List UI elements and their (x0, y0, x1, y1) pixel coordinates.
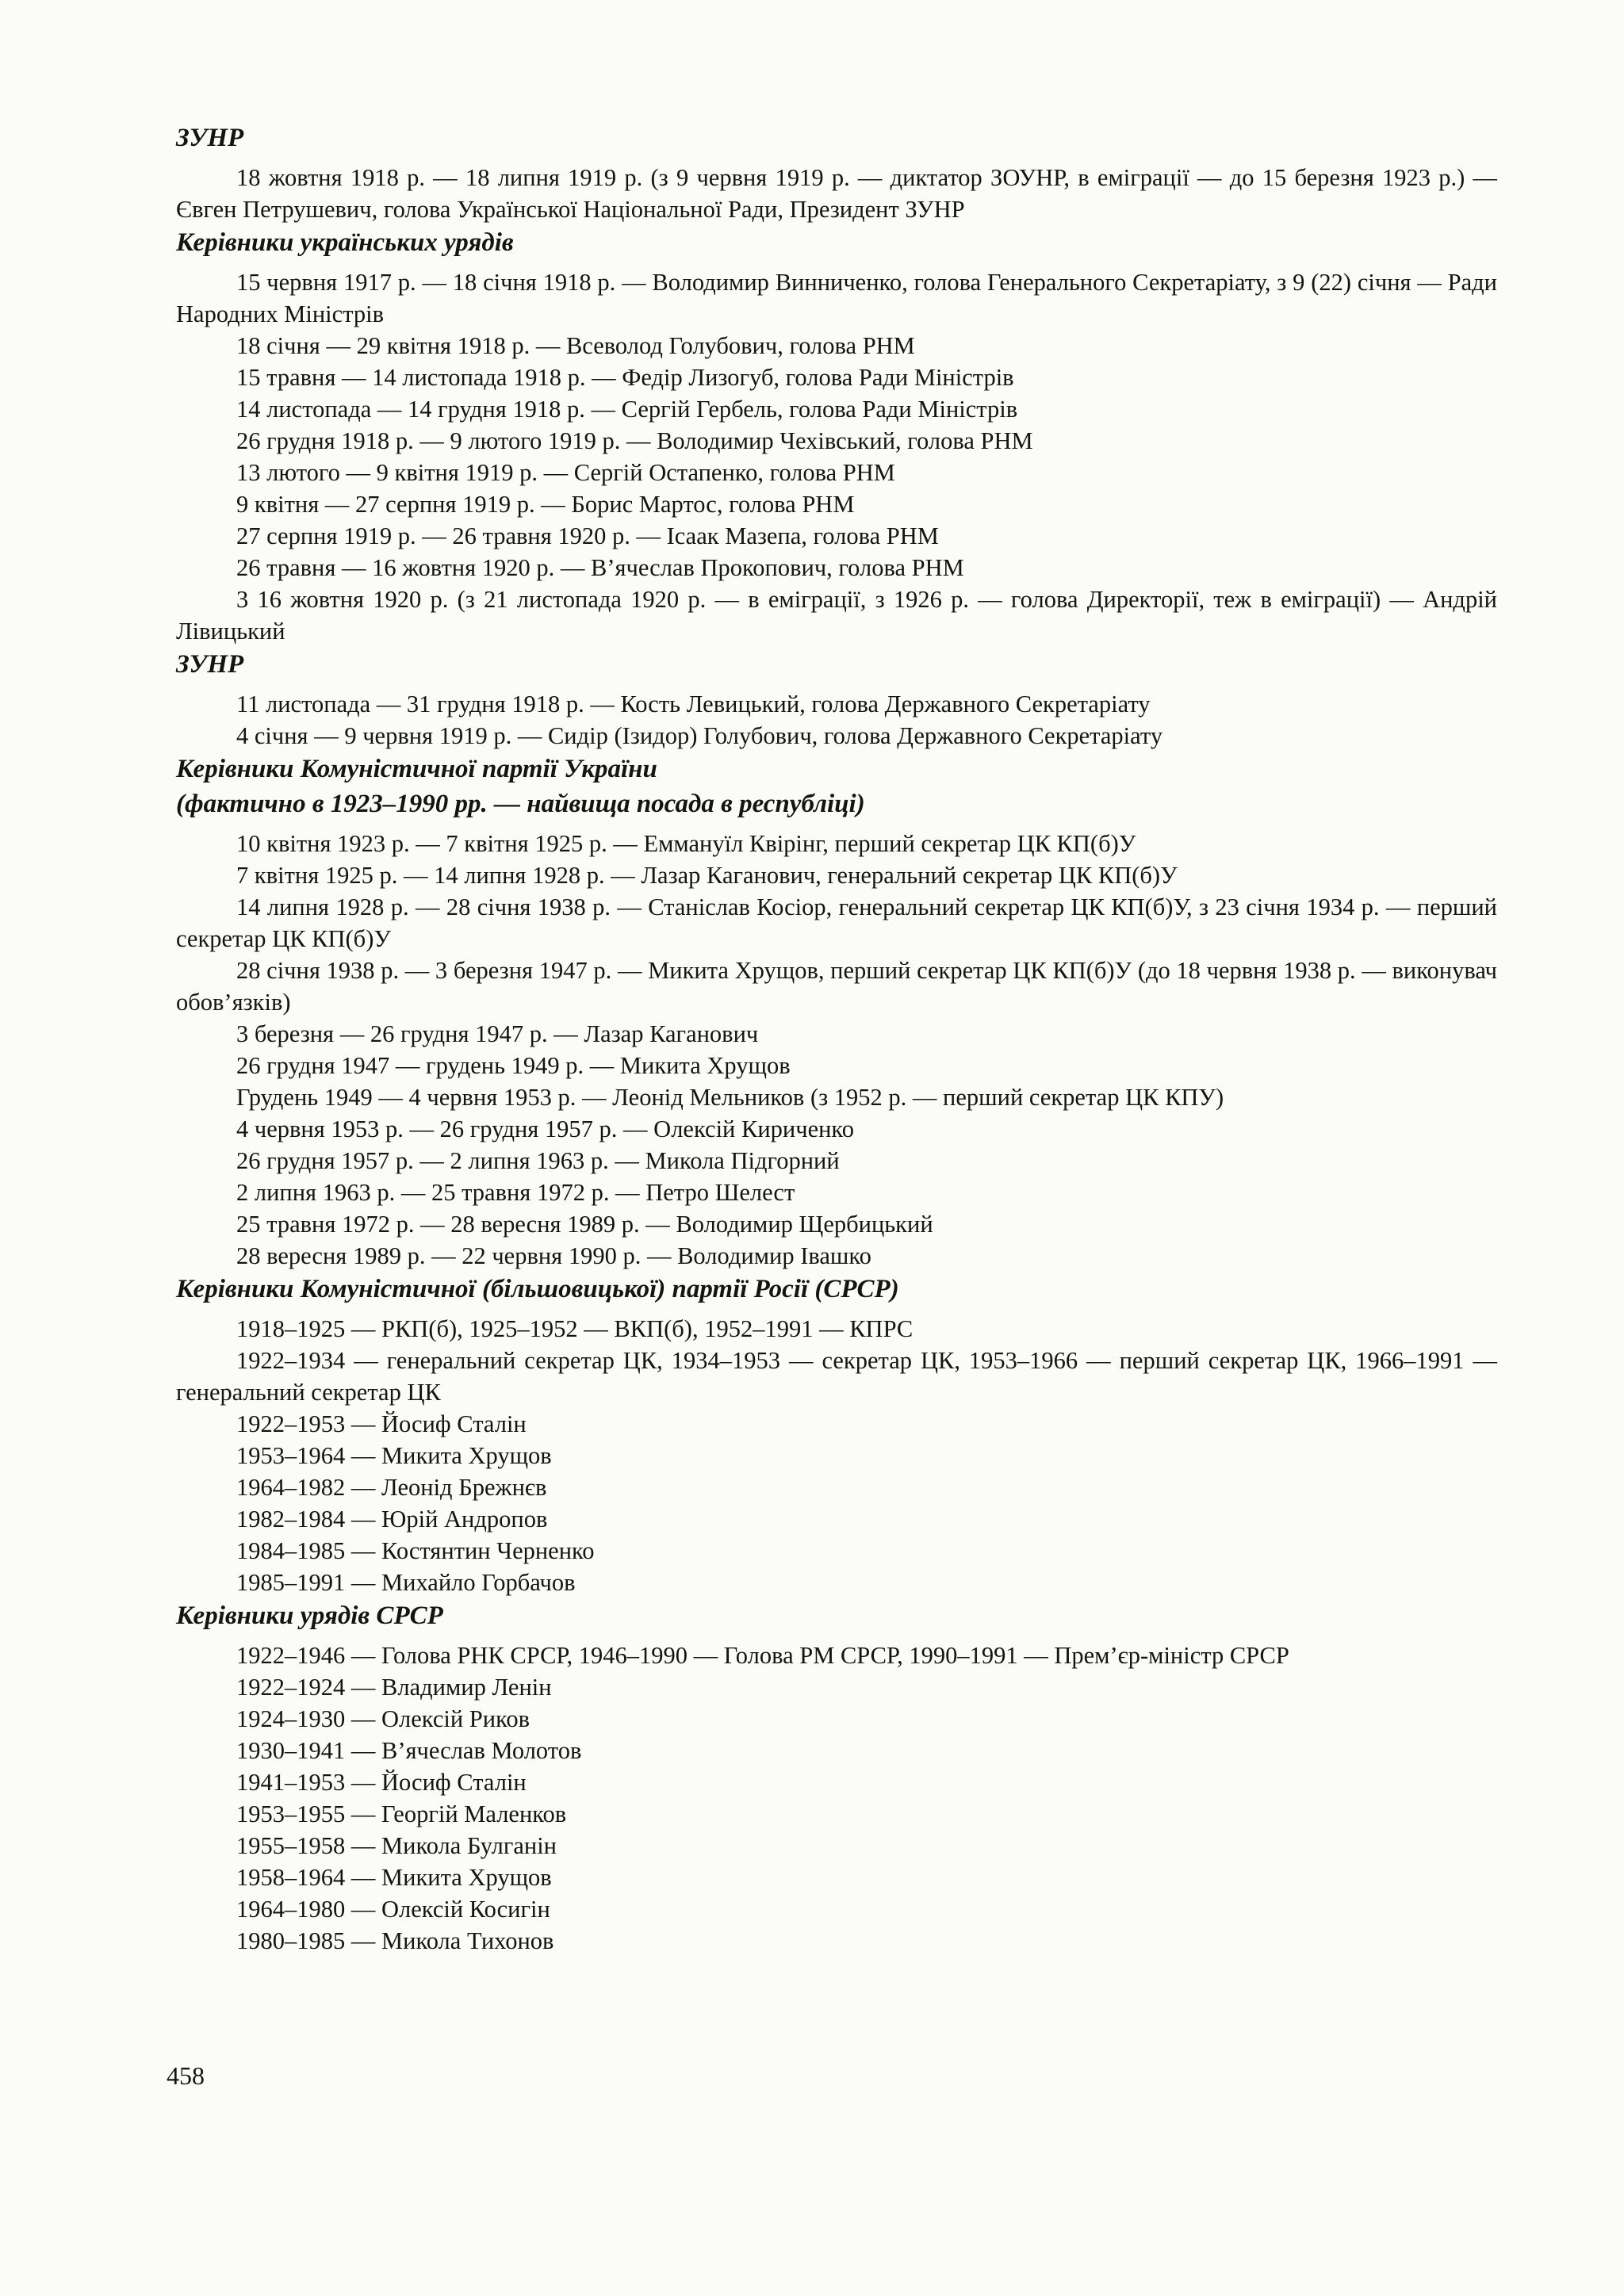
entry-line: Грудень 1949 — 4 червня 1953 р. — Леонід Мельников (з 1952 р. — перший секретар ЦК КПУ) (236, 1084, 1224, 1111)
section (176, 752, 1497, 1272)
section-heading (176, 121, 1497, 155)
section-heading (176, 1598, 1497, 1633)
entry-line: 1955–1958 — Микола Булганін (236, 1832, 557, 1859)
entry-line: 7 квітня 1925 р. — 14 липня 1928 р. — Лазар Каганович, генеральний секретар ЦК КП(б)У (236, 862, 1178, 889)
entry-line: 10 квітня 1923 р. — 7 квітня 1925 р. — Еммануїл Квірінг, перший секретар ЦК КП(б)У (236, 830, 1136, 857)
entry-line: 1958–1964 — Микита Хрущов (236, 1864, 552, 1891)
entry-line: 1922–1934 — генеральний секретар ЦК, 1934–1953 — секретар ЦК, 1953–1966 — перший секретар ЦК, 1966–1991 — генеральний секретар ЦК (176, 1347, 1497, 1406)
page-content (176, 121, 1497, 1957)
section (176, 121, 1497, 225)
entry-line: 1984–1985 — Костянтин Черненко (236, 1537, 595, 1564)
section-heading-line: ЗУНР (176, 124, 244, 152)
entry-line: 26 грудня 1918 р. — 9 лютого 1919 р. — Володимир Чехівський, голова РНМ (236, 427, 1033, 454)
section-heading-line: Керівники Комуністичної партії України (176, 755, 657, 783)
entry-line: 9 квітня — 27 серпня 1919 р. — Борис Мартос, голова РНМ (236, 491, 855, 518)
entry-line: 28 вересня 1989 р. — 22 червня 1990 р. — Володимир Івашко (236, 1242, 871, 1269)
section (176, 1598, 1497, 1957)
entry-line: 26 грудня 1957 р. — 2 липня 1963 р. — Микола Підгорний (236, 1147, 840, 1174)
entry-line: 4 січня — 9 червня 1919 р. — Сидір (Ізидор) Голубович, голова Державного Секретаріату (236, 722, 1163, 749)
entry-line: 13 лютого — 9 квітня 1919 р. — Сергій Остапенко, голова РНМ (236, 459, 895, 486)
section-heading-line: Керівники урядів СРСР (176, 1601, 443, 1630)
section (176, 647, 1497, 752)
entry-line: 1982–1984 — Юрій Андропов (236, 1506, 548, 1533)
section-heading (176, 647, 1497, 682)
entry-line: 15 травня — 14 листопада 1918 р. — Федір Лизогуб, голова Ради Міністрів (236, 364, 1014, 391)
section-heading (176, 752, 1497, 821)
entry-line: 1964–1982 — Леонід Брежнєв (236, 1474, 547, 1501)
page-number: 458 (167, 2061, 205, 2090)
entry-line: 1980–1985 — Микола Тихонов (236, 1927, 554, 1954)
entry-line: 3 16 жовтня 1920 р. (з 21 листопада 1920 р. — в еміграції, з 1926 р. — голова Директорії, теж в еміграції) — Андрій Лівицький (176, 586, 1497, 645)
entry-line: 18 січня — 29 квітня 1918 р. — Всеволод Голубович, голова РНМ (236, 332, 915, 359)
entry-line: 14 листопада — 14 грудня 1918 р. — Сергій Гербель, голова Ради Міністрів (236, 396, 1018, 423)
entry-line: 25 травня 1972 р. — 28 вересня 1989 р. — Володимир Щербицький (236, 1211, 933, 1238)
entry-line: 11 листопада — 31 грудня 1918 р. — Кость Левицький, голова Державного Секретаріату (236, 691, 1151, 718)
entry-line: 1922–1946 — Голова РНК СРСР, 1946–1990 — Голова РМ СРСР, 1990–1991 — Прем’єр-міністр СРСР (236, 1642, 1289, 1669)
entry-line: 1953–1955 — Георгій Маленков (236, 1800, 567, 1827)
entry-line: 26 грудня 1947 — грудень 1949 р. — Микита Хрущов (236, 1052, 791, 1079)
entry-line: 28 січня 1938 р. — 3 березня 1947 р. — Микита Хрущов, перший секретар ЦК КП(б)У (до 18 червня 1938 р. — виконувач обов’язків) (176, 957, 1497, 1016)
entry-line: 1964–1980 — Олексій Косигін (236, 1896, 550, 1923)
entry-line: 26 травня — 16 жовтня 1920 р. — В’ячеслав Прокопович, голова РНМ (236, 554, 964, 581)
entry-line: 18 жовтня 1918 р. — 18 липня 1919 р. (з 9 червня 1919 р. — диктатор ЗОУНР, в еміграції — до 15 березня 1923 р.) — Євген Петрушевич, голова Української Національної Ради, Президент ЗУНР (176, 164, 1497, 223)
entry-line: 27 серпня 1919 р. — 26 травня 1920 р. — Ісаак Мазепа, голова РНМ (236, 522, 939, 549)
section-heading-line: ЗУНР (176, 650, 244, 679)
entry-line: 1922–1953 — Йосиф Сталін (236, 1410, 527, 1437)
section-heading (176, 1272, 1497, 1307)
section-heading-line: (фактично в 1923–1990 рр. — найвища посада в республіці) (176, 790, 865, 818)
section-heading (176, 225, 1497, 260)
entry-line: 3 березня — 26 грудня 1947 р. — Лазар Каганович (236, 1020, 759, 1047)
entry-line: 1941–1953 — Йосиф Сталін (236, 1769, 527, 1796)
section (176, 1272, 1497, 1598)
entry-line: 1918–1925 — РКП(б), 1925–1952 — ВКП(б), 1952–1991 — КПРС (236, 1315, 914, 1342)
section (176, 225, 1497, 647)
entry-line: 15 червня 1917 р. — 18 січня 1918 р. — Володимир Винниченко, голова Генерального Секретаріату, з 9 (22) січня — Ради Народних Міністрів (176, 269, 1497, 327)
section-heading-line: Керівники Комуністичної (більшовицької) партії Росії (СРСР) (176, 1275, 899, 1303)
entry-line: 1985–1991 — Михайло Горбачов (236, 1569, 576, 1596)
entry-line: 1953–1964 — Микита Хрущов (236, 1442, 552, 1469)
section-heading-line: Керівники українських урядів (176, 228, 514, 257)
entry-line: 4 червня 1953 р. — 26 грудня 1957 р. — Олексій Кириченко (236, 1115, 854, 1142)
entry-line: 1924–1930 — Олексій Риков (236, 1705, 530, 1732)
entry-line: 1930–1941 — В’ячеслав Молотов (236, 1737, 582, 1764)
entry-line: 2 липня 1963 р. — 25 травня 1972 р. — Петро Шелест (236, 1179, 795, 1206)
entry-line: 1922–1924 — Владимир Ленін (236, 1674, 552, 1701)
entry-line: 14 липня 1928 р. — 28 січня 1938 р. — Станіслав Косіор, генеральний секретар ЦК КП(б)У, з 23 січня 1934 р. — перший секретар ЦК КП(б)У (176, 894, 1497, 952)
